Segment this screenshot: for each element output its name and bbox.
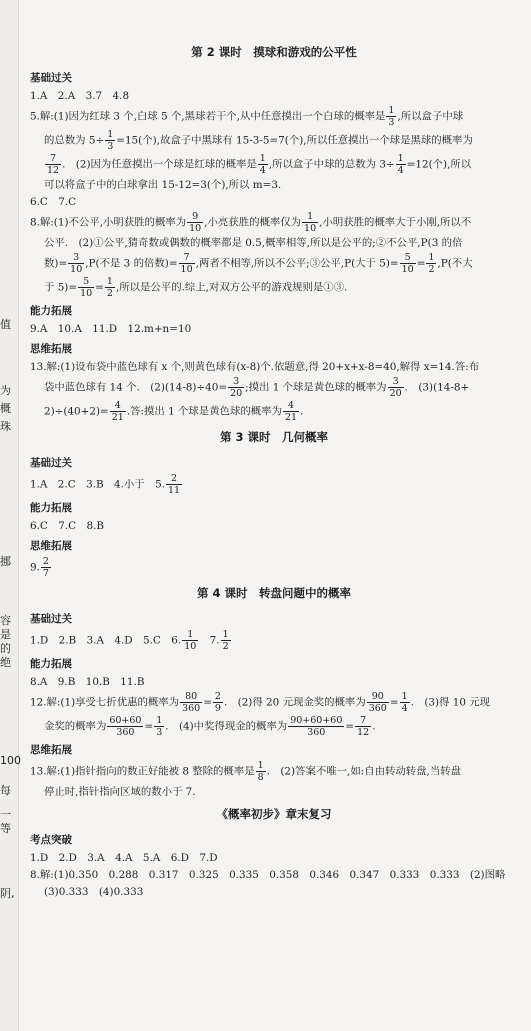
fraction — [166, 473, 182, 496]
text-segment: . (4)中奖得现金的概率为 — [165, 720, 288, 733]
fraction-denominator: 8 — [257, 772, 264, 783]
fraction-denominator: 11 — [168, 485, 181, 496]
gutter-fragment: 珠 — [0, 420, 11, 433]
fraction — [400, 252, 416, 275]
fraction-numerator: 1 — [156, 715, 163, 726]
fraction — [258, 153, 268, 176]
fraction-numerator: 4 — [110, 400, 126, 412]
text-segment: ,P(不大 — [437, 257, 473, 270]
fraction-numerator: 3 — [68, 252, 84, 264]
gutter-fragment: 为 — [0, 384, 11, 397]
answers-6-8: 6.C 7.C 8.B — [30, 520, 105, 532]
text-segment: 13.解:(1)指针指向的数正好能被 8 整除的概率是 — [30, 765, 255, 778]
q8-line-4 — [30, 276, 518, 299]
text-segment: ,所以盒子中球 — [397, 110, 464, 123]
text-segment: 8.解:(1)不公平,小明获胜的概率为 — [30, 216, 187, 229]
fraction-numerator: 3 — [388, 376, 404, 388]
fraction — [302, 211, 318, 234]
fraction-numerator: 5 — [78, 276, 94, 288]
text-segment: 2)÷(40+2)= — [44, 405, 109, 418]
answers-1-4: 1.A 2.A 3.7 4.8 — [30, 90, 130, 102]
basic-heading: 基础过关 — [30, 613, 72, 625]
review-q8-line-2: (3)0.333 (4)0.333 — [44, 886, 144, 898]
fraction-numerator: 7 — [45, 153, 61, 165]
fraction-denominator: 10 — [70, 264, 83, 275]
fraction — [388, 376, 404, 399]
text-segment: .答:摸出 1 个球是黄色球的概率为 — [126, 405, 282, 418]
thinking-heading: 思维拓展 — [30, 343, 72, 355]
fraction — [386, 105, 396, 128]
fraction-denominator: 12 — [357, 727, 370, 738]
fraction-numerator: 2 — [166, 473, 182, 485]
fraction-numerator: 1 — [107, 129, 114, 140]
fraction-numerator: 2 — [214, 691, 221, 702]
fraction — [110, 400, 126, 423]
text-segment: ,所以盒子中球的总数为 3÷ — [268, 158, 395, 171]
answers-9-12: 9.A 10.A 11.D 12.m+n=10 — [30, 323, 192, 335]
text-segment: ,P(不是 3 的倍数)= — [85, 257, 178, 270]
answer-page — [30, 38, 518, 901]
fraction — [105, 276, 115, 299]
fraction-numerator: 1 — [106, 276, 113, 287]
fraction-denominator: 2 — [106, 288, 113, 299]
text-segment: . — [372, 720, 376, 733]
text-segment: 12.解:(1)享受七折优惠的概率为 — [30, 696, 180, 709]
fraction-numerator: 1 — [257, 760, 264, 771]
text-segment: 袋中蓝色球有 14 个. (2)(14-8)÷40= — [44, 381, 228, 394]
fraction — [105, 129, 115, 152]
text-segment: . (2)答案不唯一,如:自由转动转盘,当转盘 — [266, 765, 462, 778]
fraction-numerator: 1 — [428, 252, 435, 263]
fraction — [396, 153, 406, 176]
fraction-numerator: 2 — [42, 556, 49, 567]
gutter-fragment: 挪 — [0, 555, 11, 568]
q13-line-1: 13.解:(1)设布袋中蓝色球有 x 个,则黄色球有(x-8)个.依题意,得 20+x+x-8=40,解得 x=14.答:布 — [30, 361, 480, 373]
q5-line-4: 可以将盒子中的白球拿出 15-12=3(个),所以 m=3. — [44, 179, 282, 191]
gutter-fragment: 阴, — [0, 887, 15, 900]
answer-9 — [30, 556, 518, 579]
fraction-numerator: 80 — [180, 691, 202, 703]
fraction — [221, 629, 231, 652]
q8-line-1 — [30, 211, 518, 234]
fraction — [154, 715, 164, 738]
gutter-fragment: 每 — [0, 784, 11, 797]
q8-line-2: 公平. (2)①公平,猜奇数或偶数的概率都是 0.5,概率相等,所以是公平的;②不公平,P(3 的倍 — [44, 237, 463, 249]
fraction-denominator: 21 — [111, 412, 124, 423]
text-segment: . (3)得 10 元现 — [410, 696, 491, 709]
text-segment: . (2)得 20 元现金奖的概率为 — [223, 696, 366, 709]
lesson-4-title: 第 4 课时 转盘问题中的概率 — [196, 586, 351, 600]
fraction-denominator: 10 — [304, 223, 317, 234]
fraction-denominator: 12 — [47, 165, 60, 176]
fraction-denominator: 360 — [116, 727, 135, 738]
fraction — [179, 252, 195, 275]
fraction — [182, 629, 198, 652]
fraction-numerator: 90 — [367, 691, 389, 703]
fraction-numerator: 9 — [187, 211, 203, 223]
thinking-heading: 思维拓展 — [30, 540, 72, 552]
gutter-fragment: 概 — [0, 402, 11, 415]
fraction-denominator: 360 — [182, 703, 201, 714]
q12-line-1 — [30, 691, 518, 714]
text-segment: = — [345, 720, 355, 733]
fraction — [283, 400, 299, 423]
text-segment: 1.D 2.B 3.A 4.D 5.C 6. — [30, 634, 182, 647]
fraction-numerator: 1 — [182, 629, 198, 641]
fraction — [426, 252, 436, 275]
fraction-numerator: 1 — [401, 691, 408, 702]
gutter-fragment: 的绝 — [0, 642, 11, 669]
answers-1-5 — [30, 473, 518, 496]
fraction-denominator: 10 — [184, 641, 197, 652]
fraction — [187, 211, 203, 234]
answers-6-7: 6.C 7.C — [30, 196, 77, 208]
text-segment: = — [144, 720, 154, 733]
text-segment: ,小亮获胜的概率仅为 — [204, 216, 302, 229]
fraction — [228, 376, 244, 399]
q5-line-3 — [30, 153, 518, 176]
fraction-numerator: 4 — [283, 400, 299, 412]
text-segment: 1.A 2.C 3.B 4.小于 5. — [30, 478, 166, 491]
left-page-edge — [0, 0, 19, 1031]
fraction-denominator: 20 — [230, 388, 243, 399]
fraction-denominator: 2 — [222, 641, 229, 652]
fraction-denominator: 2 — [428, 264, 435, 275]
text-segment: 9. — [30, 561, 40, 574]
q5-line-2 — [30, 129, 518, 152]
fraction — [41, 556, 51, 579]
fraction-denominator: 4 — [259, 165, 266, 176]
q8-line-3 — [30, 252, 518, 275]
answers-8-11: 8.A 9.B 10.B 11.B — [30, 676, 145, 688]
text-segment: 5.解:(1)因为红球 3 个,白球 5 个,黑球若干个,从中任意摸出一个白球的概率是 — [30, 110, 386, 123]
text-segment: . (2)因为任意摸出一个球是红球的概率是 — [62, 158, 257, 171]
chapter-review-title: 《概率初步》章末复习 — [216, 807, 332, 821]
fraction-denominator: 10 — [180, 264, 193, 275]
key-points-heading: 考点突破 — [30, 834, 72, 846]
q5-line-1 — [30, 105, 518, 128]
fraction-numerator: 3 — [228, 376, 244, 388]
fraction-denominator: 3 — [156, 727, 163, 738]
text-segment: 7. — [199, 634, 220, 647]
fraction-numerator: 1 — [222, 629, 229, 640]
text-segment: 的总数为 5÷ — [44, 134, 105, 147]
fraction-denominator: 360 — [307, 727, 326, 738]
fraction-numerator: 60+60 — [109, 715, 142, 726]
fraction — [355, 715, 371, 738]
fraction-denominator: 21 — [284, 412, 298, 423]
fraction-denominator: 10 — [189, 223, 202, 234]
q13-line-2: 停止时,指针指向区域的数小于 7. — [44, 786, 196, 798]
gutter-fragment: 容是 — [0, 614, 11, 641]
lesson-3-title: 第 3 课时 几何概率 — [219, 430, 328, 444]
fraction — [288, 715, 344, 738]
text-segment: = — [203, 696, 212, 709]
fraction — [107, 715, 143, 738]
ability-heading: 能力拓展 — [30, 305, 72, 317]
fraction — [180, 691, 202, 714]
fraction — [78, 276, 94, 299]
fraction-denominator: 4 — [401, 703, 408, 714]
text-segment: . (3)(14-8+ — [404, 381, 470, 394]
text-segment: 于 5)= — [44, 281, 78, 294]
text-segment: ,小明获胜的概率大于小刚,所以不 — [319, 216, 472, 229]
text-segment: = — [389, 696, 399, 709]
fraction-numerator: 1 — [388, 105, 395, 116]
review-answers-1-7: 1.D 2.D 3.A 4.A 5.A 6.D 7.D — [30, 852, 218, 864]
text-segment: ,两者不相等,所以不公平;③公平,P(大于 5)= — [195, 257, 399, 270]
fraction-denominator: 3 — [107, 141, 114, 152]
fraction — [367, 691, 389, 714]
fraction-numerator: 1 — [397, 153, 404, 164]
fraction-denominator: 4 — [397, 165, 404, 176]
fraction-denominator: 10 — [80, 288, 93, 299]
q13-line-3 — [30, 400, 518, 423]
fraction — [256, 760, 266, 783]
basic-heading: 基础过关 — [30, 457, 72, 469]
text-segment: = — [416, 257, 426, 270]
basic-heading: 基础过关 — [30, 72, 72, 84]
fraction-denominator: 7 — [42, 568, 49, 579]
review-q8-line-1: 8.解:(1)0.350 0.288 0.317 0.325 0.335 0.358 0.346 0.347 0.333 0.333 (2)图略 — [30, 869, 506, 881]
text-segment: =12(个),所以 — [406, 158, 472, 171]
gutter-fragment: 值 — [0, 318, 11, 331]
gutter-fragment: 一等 — [0, 808, 11, 835]
fraction — [213, 691, 223, 714]
fraction — [68, 252, 84, 275]
text-segment: = — [95, 281, 104, 294]
ability-heading: 能力拓展 — [30, 658, 72, 670]
text-segment: ,所以是公平的.综上,对双方公平的游戏规则是①③. — [115, 281, 348, 294]
fraction-numerator: 90+60+60 — [290, 715, 343, 726]
text-segment: ;摸出 1 个球是黄色球的概率为 — [245, 381, 387, 394]
fraction-numerator: 1 — [302, 211, 318, 223]
answers-1-7 — [30, 629, 518, 652]
fraction-denominator: 360 — [368, 703, 387, 714]
fraction-numerator: 5 — [400, 252, 416, 264]
fraction-numerator: 7 — [179, 252, 195, 264]
fraction-denominator: 10 — [401, 264, 414, 275]
fraction-numerator: 7 — [355, 715, 371, 727]
fraction — [45, 153, 61, 176]
thinking-heading: 思维拓展 — [30, 744, 72, 756]
q13-line-2 — [30, 376, 518, 399]
fraction-denominator: 20 — [389, 388, 402, 399]
fraction — [400, 691, 410, 714]
lesson-2-title: 第 2 课时 摸球和游戏的公平性 — [191, 45, 357, 59]
fraction-denominator: 3 — [388, 117, 395, 128]
text-segment: 数)= — [44, 257, 68, 270]
fraction-numerator: 1 — [259, 153, 266, 164]
text-segment: 金奖的概率为 — [44, 720, 107, 733]
fraction-denominator: 9 — [214, 703, 221, 714]
text-segment: . — [300, 405, 304, 418]
gutter-fragment: 100 — [0, 754, 21, 767]
q12-line-2 — [30, 715, 518, 738]
ability-heading: 能力拓展 — [30, 502, 72, 514]
q13-line-1 — [30, 760, 518, 783]
text-segment: =15(个),故盒子中黑球有 15-3-5=7(个),所以任意摸出一个球是黑球的概率为 — [116, 134, 473, 147]
